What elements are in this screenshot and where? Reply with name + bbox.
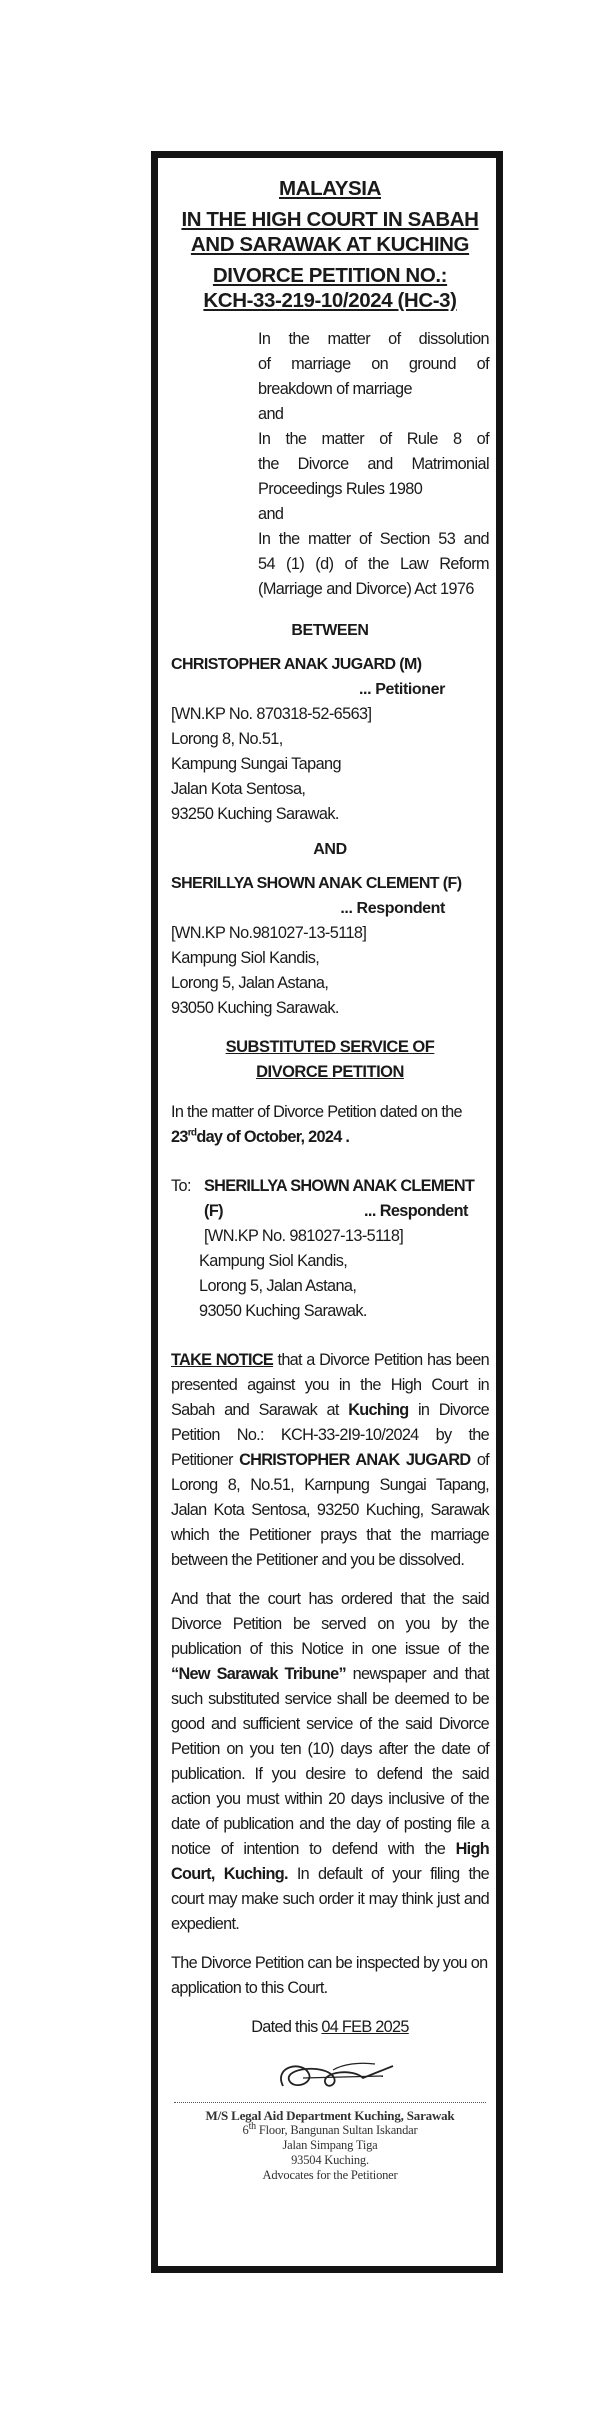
court-heading-line1: IN THE HIGH COURT IN SABAH [181,208,479,231]
order-newspaper: “New Sarawak Tribune” [171,1665,346,1683]
court-order-paragraph [171,1587,489,1937]
matter-line: In the matter of Section 53 and [258,530,489,548]
dated-line [171,2015,489,2040]
address-line: Lorong 8, No.51, [171,730,283,748]
signature-mark [263,2056,403,2096]
to-role: ... Respondent [364,1202,468,1220]
respondent-role: ... Respondent [340,900,445,917]
address-line: 93050 Kuching Sarawak. [199,1302,367,1320]
substituted-service-title-line1: SUBSTITUTED SERVICE OF [225,1038,435,1056]
firm-address-line: 93504 Kuching. [291,2153,369,2167]
between-heading: BETWEEN [291,622,369,639]
address-line: Lorong 5, Jalan Astana, [171,974,329,992]
petition-date-prefix: In the matter of Divorce Petition dated on the [171,1103,462,1121]
petitioner-address [171,702,489,827]
matter-line: 54 (1) (d) of the Law Reform [258,555,489,573]
address-line: Kampung Siol Kandis, [171,949,320,967]
notice-petitioner: CHRISTOPHER ANAK JUGARD [239,1451,471,1469]
order-text: newspaper and that such substituted service shall be deemed to be good and sufficient service of the said Divorce Petition on you ten (10) days after the date of publication. If you desire to defend the said action you must within 20 days inclusive of the date of publication and the day of posting file a notice of intention to defend with the [171,1665,489,1858]
and-heading: AND [313,841,347,858]
inspection-paragraph: The Divorce Petition can be inspected by you on application to this Court. [171,1954,488,1997]
petition-date-paragraph [171,1100,489,1150]
petition-date-rest: day of October, 2024 . [196,1128,350,1146]
to-block [171,1174,489,1324]
firm-address-line: Jalan Simpang Tiga [282,2138,378,2152]
petitioner-role: ... Petitioner [359,681,445,698]
address-line: Lorong 5, Jalan Astana, [199,1277,357,1295]
substituted-service-title-line2: DIVORCE PETITION [256,1063,404,1081]
notice-kuching: Kuching [348,1401,409,1419]
order-court: High Court, Kuching. [171,1840,489,1883]
address-line: [WN.KP No.981027-13-5118] [171,924,367,942]
matter-line: In the matter of dissolution [258,330,489,348]
notice-text: in Divorce Petition No.: KCH-33-2I9-10/2024 by the Petitioner [171,1401,489,1469]
address-line: 93250 Kuching Sarawak. [171,805,339,823]
matter-line: and [258,505,284,523]
to-name: SHERILLYA SHOWN ANAK CLEMENT [204,1177,475,1195]
notice-text: that a Divorce Petition has been presented against you in the High Court in Sabah and Sarawak at [171,1351,489,1419]
floor-number: 6 [242,2123,249,2137]
to-gender: (F) [204,1202,223,1220]
firm-address-line [171,2120,489,2138]
signature-line [174,2102,486,2103]
take-notice-label: TAKE NOTICE [171,1351,274,1369]
dated-prefix: Dated this [251,2018,322,2036]
matter-line: Proceedings Rules 1980 [258,480,423,498]
order-text: And that the court has ordered that the said Divorce Petition be served on you by the publication of this Notice in one issue of the [171,1590,489,1658]
matter-line: breakdown of marriage [258,380,412,398]
signature-area [171,2050,489,2120]
notice-content [171,172,489,2183]
petition-number: KCH-33-219-10/2024 (HC-3) [203,289,457,312]
country-heading: MALAYSIA [279,177,381,200]
floor-rest: Floor, Bangunan Sultan Iskandar [255,2123,418,2137]
petition-date-day-suffix: rd [187,1127,197,1139]
matter-line: (Marriage and Divorce) Act 1976 [258,580,474,598]
petitioner-name: CHRISTOPHER ANAK JUGARD (M) [171,656,422,673]
order-text: In default of your filing the court may make such order it may think just and expedient. [171,1865,489,1933]
firm-name: M/S Legal Aid Department Kuching, Sarawak [205,2108,455,2123]
address-line: 93050 Kuching Sarawak. [171,999,339,1017]
to-address [171,1224,489,1324]
matter-line: of marriage on ground of [258,355,489,373]
address-line: [WN.KP No. 870318-52-6563] [171,705,372,723]
floor-suffix: th [248,2120,256,2132]
take-notice-paragraph [171,1348,489,1573]
respondent-name: SHERILLYA SHOWN ANAK CLEMENT (F) [171,875,462,892]
matter-block [258,327,489,602]
legal-notice [151,151,503,2273]
to-label: To: [171,1177,191,1195]
firm-role: Advocates for the Petitioner [262,2168,398,2182]
matter-line: the Divorce and Matrimonial [258,455,489,473]
respondent-address [171,921,489,1021]
address-line: Kampung Siol Kandis, [199,1252,348,1270]
court-heading-line2: AND SARAWAK AT KUCHING [190,233,470,256]
notice-text: of Lorong 8, No.51, Karnpung Sungai Tapang, Jalan Kota Sentosa, 93250 Kuching, Sarawak which the Petitioner prays that the marriage between the Petitioner and you be dissolved. [171,1451,489,1569]
petition-label: DIVORCE PETITION NO.: [212,264,448,287]
address-line: [WN.KP No. 981027-13-5118] [204,1227,404,1245]
address-line: Jalan Kota Sentosa, [171,780,306,798]
matter-line: and [258,405,284,423]
address-line: Kampung Sungai Tapang [171,755,341,773]
matter-line: In the matter of Rule 8 of [258,430,489,448]
petition-date-day: 23 [171,1128,188,1146]
dated-date: 04 FEB 2025 [321,2018,409,2036]
